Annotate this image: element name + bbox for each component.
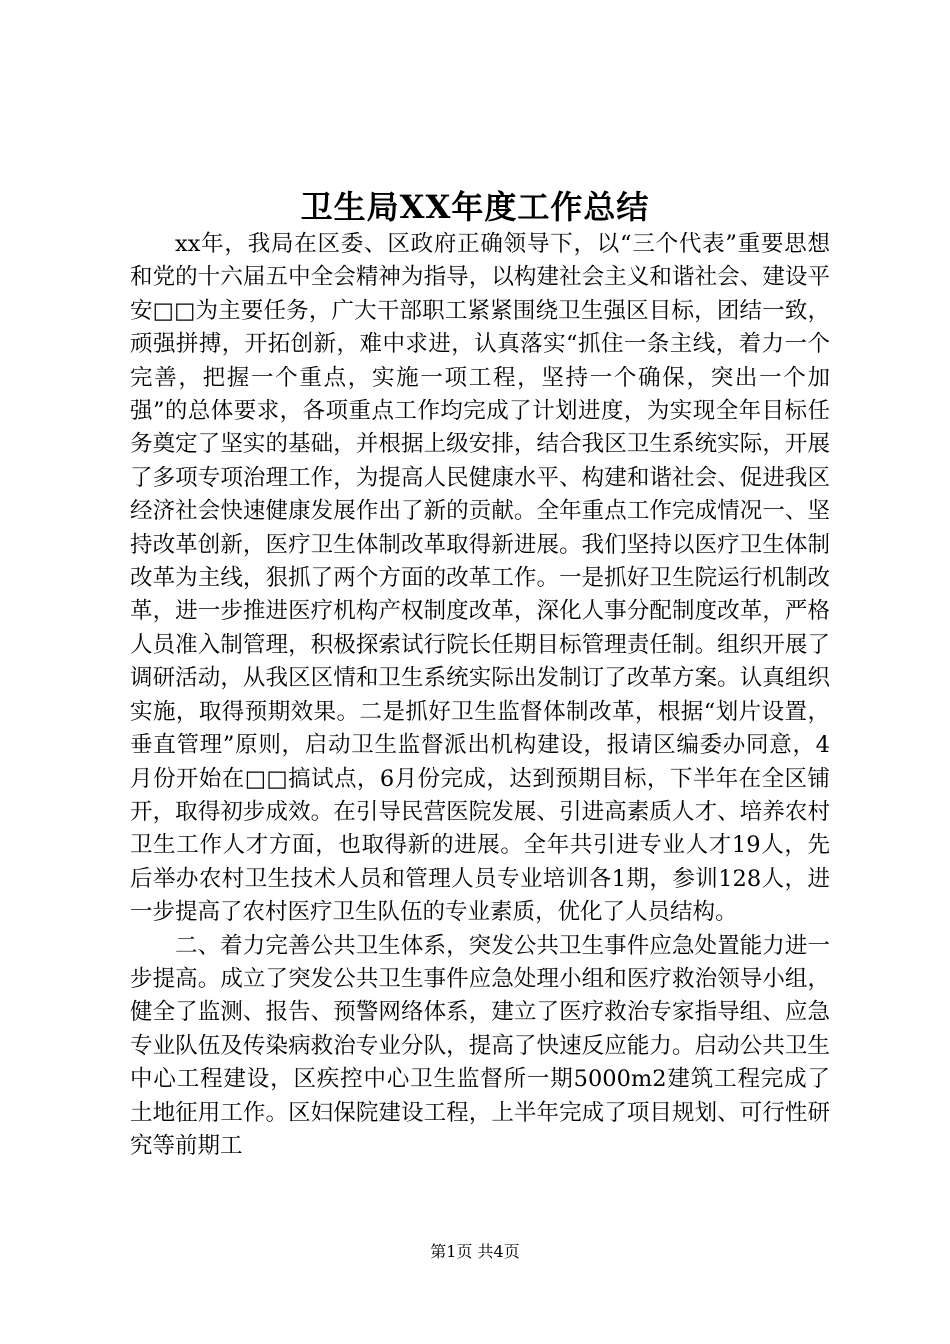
page-footer: 第1页 共4页 xyxy=(430,1242,520,1261)
body-paragraph-2: 二、着力完善公共卫生体系，突发公共卫生事件应急处置能力进一步提高。成立了突发公共卫生事件应急处理小组和医疗救治领导小组，健全了监测、报告、预警网络体系，建立了医疗救治专家指导组、应急专业队伍及传染病救治专业分队，提高了快速反应能力。启动公共卫生中心工程建设，区疾控中心卫生监督所一期5000m2建筑工程完成了土地征用工作。区妇保院建设工程，上半年完成了项目规划、可行性研究等前期工 xyxy=(130,932,830,1159)
document-title: 卫生局XX年度工作总结 xyxy=(300,188,650,226)
body-paragraph-1: xx年，我局在区委、区政府正确领导下，以“三个代表”重要思想和党的十六届五中全会精神为指导，以构建社会主义和谐社会、建设平安□□为主要任务，广大干部职工紧紧围绕卫生强区目标，团结一致，顽强拼搏，开拓创新，难中求进，认真落实“抓住一条主线，着力一个完善，把握一个重点，实施一项工程，坚持一个确保，突出一个加强”的总体要求，各项重点工作均完成了计划进度，为实现全年目标任务奠定了坚实的基础，并根据上级安排，结合我区卫生系统实际，开展了多项专项治理工作，为提高人民健康水平、构建和谐社会、促进我区经济社会快速健康发展作出了新的贡献。全年重点工作完成情况一、坚持改革创新，医疗卫生体制改革取得新进展。我们坚持以医疗卫生体制改革为主线，狠抓了两个方面的改革工作。一是抓好卫生院运行机制改革，进一步推进医疗机构产权制度改革，深化人事分配制度改革，严格人员准入制管理，积极探索试行院长任期目标管理责任制。组织开展了调研活动，从我区区情和卫生系统实际出发制订了改革方案。认真组织实施，取得预期效果。二是抓好卫生监督体制改革，根据“划片设置，垂直管理”原则，启动卫生监督派出机构建设，报请区编委办同意，4月份开始在□□搞试点，6月份完成，达到预期目标，下半年在全区铺开，取得初步成效。在引导民营医院发展、引进高素质人才、培养农村卫生工作人才方面，也取得新的进展。全年共引进专业人才19人，先后举办农村卫生技术人员和管理人员专业培训各1期，参训128人，进一步提高了农村医疗卫生队伍的专业素质，优化了人员结构。 xyxy=(130,231,830,926)
document-body xyxy=(130,228,830,1163)
